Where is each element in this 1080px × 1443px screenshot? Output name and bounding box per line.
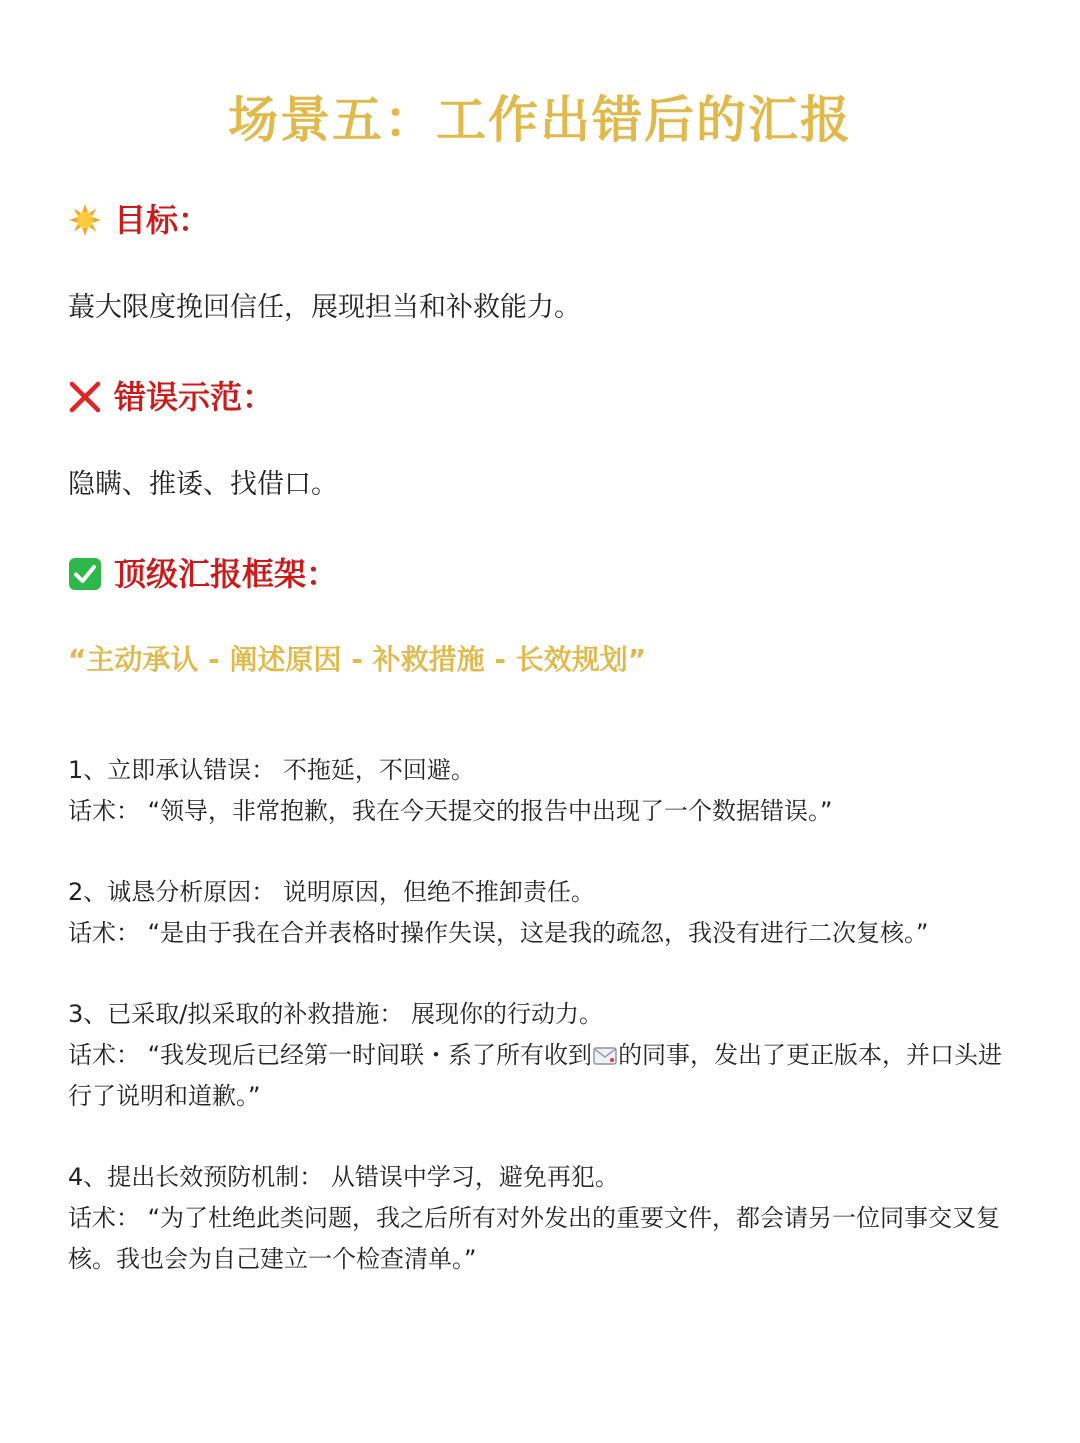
wrong-example-text: 隐瞒、推诿、找借口。 bbox=[68, 469, 338, 500]
step-script: 话术： “领导，非常抱歉，我在今天提交的报告中出现了一个数据错误。” bbox=[68, 797, 833, 825]
page-title: 场景五：工作出错后的汇报 bbox=[228, 91, 852, 149]
step-item bbox=[68, 1157, 1003, 1280]
step-item bbox=[68, 872, 1003, 954]
wrong-example-heading bbox=[68, 375, 274, 419]
step-item bbox=[68, 750, 1003, 832]
step-item bbox=[68, 994, 1003, 1117]
step-title: 1、立即承认错误： 不拖延，不回避。 bbox=[68, 756, 475, 784]
goal-heading bbox=[68, 198, 210, 242]
envelope-icon bbox=[593, 1037, 617, 1055]
framework-heading bbox=[68, 552, 338, 596]
step-script: 话术： “是由于我在合并表格时操作失误，这是我的疏忽，我没有进行二次复核。” bbox=[68, 919, 929, 947]
step-script-part: 话术： “我发现后已经第一时间联・系了所有收到 bbox=[68, 1041, 593, 1069]
step-script bbox=[68, 1035, 1003, 1117]
cross-mark-icon bbox=[68, 380, 102, 414]
step-script: 话术： “为了杜绝此类问题，我之后所有对外发出的重要文件，都会请另一位同事交叉复核。我也会为自己建立一个检查清单。” bbox=[68, 1204, 1001, 1273]
framework-heading-label: 顶级汇报框架： bbox=[114, 555, 339, 593]
sun-icon bbox=[68, 203, 102, 237]
wrong-example-heading-label: 错误示范： bbox=[114, 378, 275, 416]
framework-formula: “主动承认 - 阐述原因 - 补救措施 - 长效规划” bbox=[68, 643, 647, 676]
goal-text: 蕞大限度挽回信任，展现担当和补救能力。 bbox=[68, 292, 581, 323]
goal-heading-label: 目标： bbox=[114, 201, 211, 239]
check-mark-icon bbox=[68, 557, 102, 591]
step-script-part: 的同事，发出了更正版本，并口头进行了说明和道歉。” bbox=[68, 1041, 1003, 1110]
steps-list bbox=[68, 750, 1003, 1320]
step-title: 4、提出长效预防机制： 从错误中学习，避免再犯。 bbox=[68, 1163, 619, 1191]
step-title: 2、诚恳分析原因： 说明原因，但绝不推卸责任。 bbox=[68, 878, 595, 906]
step-title: 3、已采取/拟采取的补救措施： 展现你的行动力。 bbox=[68, 1000, 603, 1028]
